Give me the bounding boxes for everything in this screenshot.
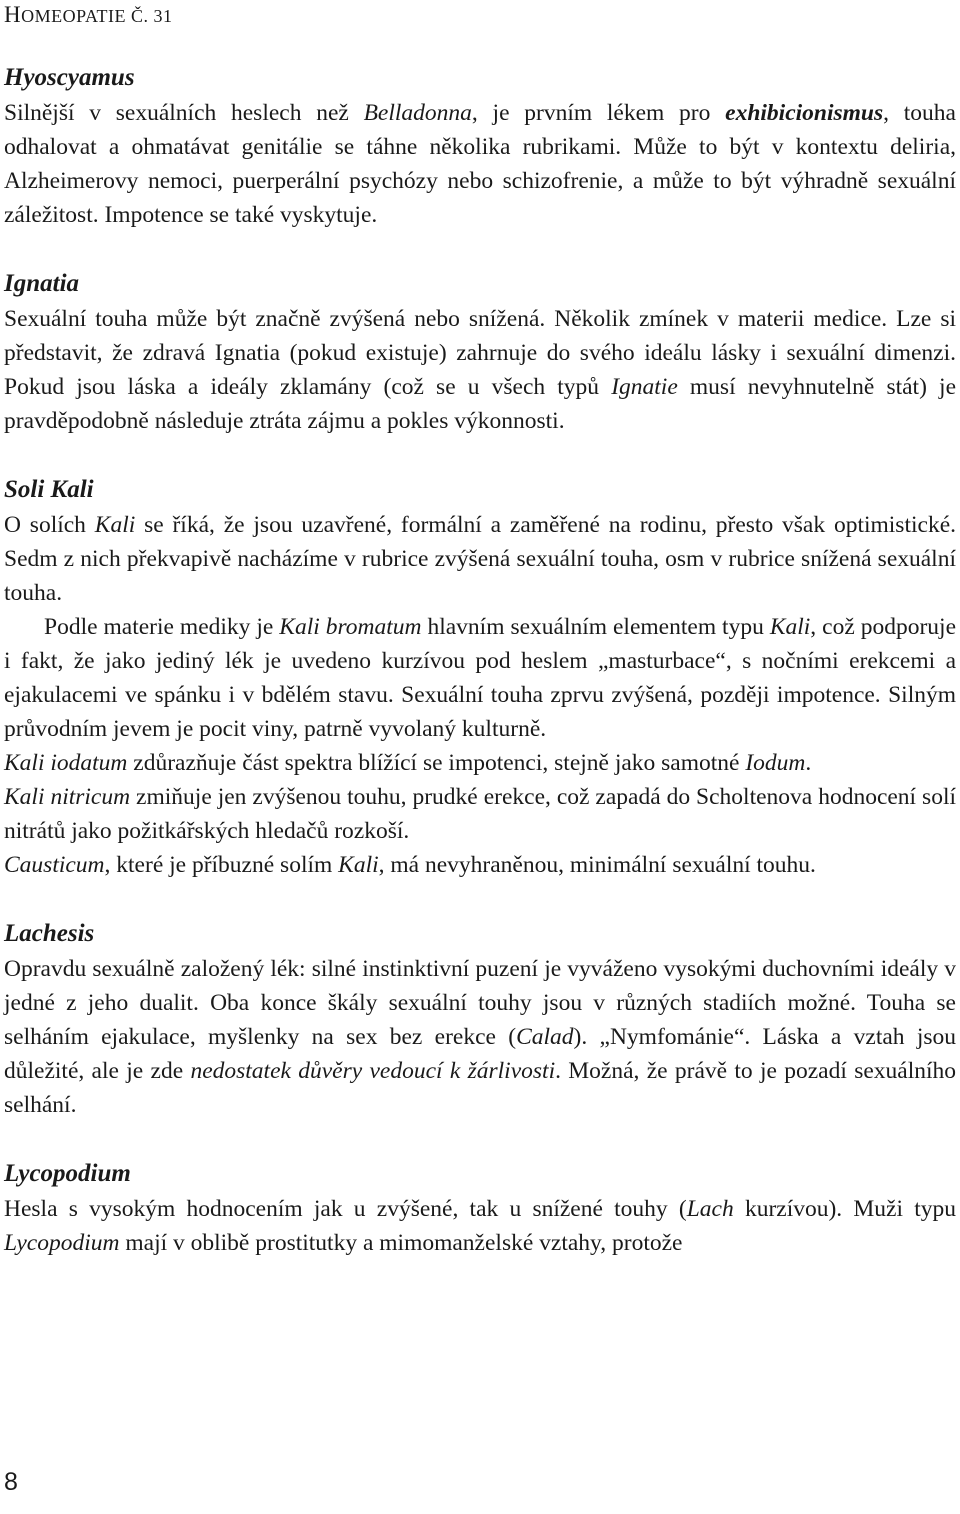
- text-run: . Možná, že právě to je pozadí sexuálního selhání.: [4, 1058, 957, 1118]
- text-run: .: [805, 750, 812, 776]
- italic-text: Kali: [769, 614, 811, 640]
- section: [4, 472, 956, 882]
- text-run: , je prvním lékem pro: [471, 100, 726, 126]
- italic-text: Belladonna: [363, 100, 472, 126]
- paragraph: [4, 302, 956, 438]
- section-heading: Lachesis: [4, 920, 95, 947]
- section: [4, 60, 956, 232]
- running-head: [4, 2, 172, 28]
- paragraph: [4, 508, 956, 610]
- text-run: mají v oblibě prostitutky a mimomanželské vztahy, protože: [119, 1230, 683, 1256]
- italic-text: Iodum: [745, 750, 806, 776]
- paragraph: [4, 610, 956, 746]
- text-run: , touha odhalovat a ohmatávat genitálie se táhne několika rubrikami. Může to být v kontextu deliria, Alzheimerovy nemoci, puerperální psychózy nebo schizofrenie, a může to být výhradně sexuální záležitost. Impotence se také vyskytuje.: [4, 100, 956, 228]
- italic-text: Kali nitricum: [4, 784, 131, 810]
- italic-text: Kali: [94, 512, 136, 538]
- italic-text: Causticum: [4, 852, 105, 878]
- text-run: , což podporuje i fakt, že jako jediný lék je uvedeno kurzívou pod heslem „masturbace“, s nočními erekcemi a ejakulacemi ve spánku i v bdělém stavu. Sexuální touha zprvu zvýšená, později impotence. Silným průvodním jevem je pocit viny, patrně vyvolaný kulturně.: [4, 614, 956, 742]
- paragraph: [4, 96, 956, 232]
- section: [4, 266, 956, 438]
- italic-text: nedostatek důvěry vedoucí k žárlivosti: [190, 1058, 556, 1084]
- text-run: hlavním sexuálním elementem typu: [421, 614, 770, 640]
- italic-text: Kali bromatum: [279, 614, 422, 640]
- text-run: , které je příbuzné solím: [104, 852, 339, 878]
- text-run: Hesla s vysokým hodnocením jak u zvýšené, tak u snížené touhy (: [4, 1196, 687, 1222]
- page-body: [4, 60, 956, 1294]
- italic-text: Lycopodium: [4, 1230, 120, 1256]
- section-heading: Hyoscyamus: [4, 64, 135, 91]
- running-head-text: OMEOPATIE Č. 31: [21, 6, 173, 26]
- paragraph: [4, 780, 956, 848]
- paragraph: [4, 952, 956, 1122]
- text-run: musí nevyhnutelně stát) je pravděpodobně následuje ztráta zájmu a pokles výkonnosti.: [4, 374, 956, 434]
- paragraph: [4, 1192, 956, 1260]
- section: [4, 1156, 956, 1260]
- text-run: , má nevyhraněnou, minimální sexuální touhu.: [378, 852, 816, 878]
- bold-italic-text: exhibicionismus: [725, 100, 884, 126]
- text-run: Podle materie mediky je: [44, 614, 280, 640]
- running-head-initial: H: [4, 2, 22, 27]
- text-run: Silnější v sexuálních heslech než: [4, 100, 364, 126]
- text-run: zmiňuje jen zvýšenou touhu, prudké erekce, což zapadá do Scholtenova hodnocení solí nitrátů jako požitkářských hledačů rozkoší.: [4, 784, 957, 844]
- italic-text: Ignatie: [611, 374, 678, 400]
- italic-text: Calad: [516, 1024, 574, 1050]
- section-heading: Lycopodium: [4, 1160, 131, 1187]
- text-run: O solích: [4, 512, 95, 538]
- text-run: zdůrazňuje část spektra blížící se impotenci, stejně jako samotné: [127, 750, 746, 776]
- page-number: 8: [4, 1468, 18, 1496]
- paragraph: [4, 746, 956, 780]
- text-run: Sexuální touha může být značně zvýšená nebo snížená. Několik zmínek v materii medice. Lze si představit, že zdravá Ignatia (pokud existuje) zahrnuje do svého ideálu lásky i sexuální dimenzi. Pokud jsou láska a ideály zklamány (což se u všech typů: [4, 306, 956, 400]
- section-heading: Ignatia: [4, 270, 80, 297]
- section: [4, 916, 956, 1122]
- italic-text: Kali iodatum: [4, 750, 128, 776]
- text-run: kurzívou). Muži typu: [733, 1196, 956, 1222]
- text-run: ). „Nymfománie“. Láska a vztah jsou důležité, ale je zde: [4, 1024, 956, 1084]
- text-run: se říká, že jsou uzavřené, formální a zaměřené na rodinu, přesto však optimistické. Sedm z nich překvapivě nacházíme v rubrice zvýšená sexuální touha, osm v rubrice snížená sexuální touha.: [4, 512, 956, 606]
- italic-text: Kali: [338, 852, 379, 878]
- paragraph: [4, 848, 956, 882]
- section-heading: Soli Kali: [4, 476, 94, 503]
- italic-text: Lach: [686, 1196, 734, 1222]
- text-run: Opravdu sexuálně založený lék: silné instinktivní puzení je vyváženo vysokými duchovními ideály v jedné z jeho dualit. Oba konce škály sexuální touhy jsou v různých stadiích možné. Touha se selháním ejakulace, myšlenky na sex bez erekce (: [4, 956, 956, 1050]
